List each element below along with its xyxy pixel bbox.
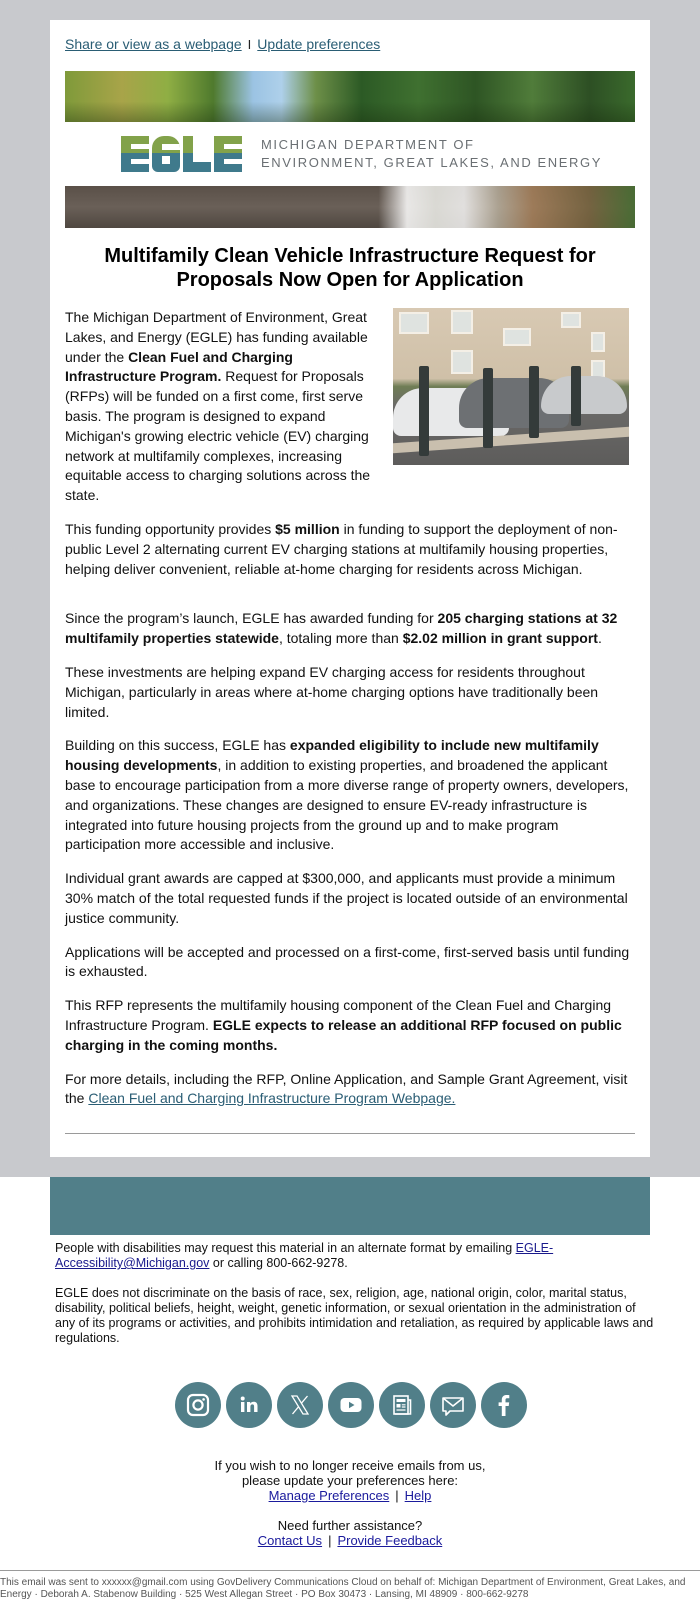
header-links [65, 34, 635, 64]
newsletter-button[interactable] [379, 1382, 425, 1428]
intro-text-2: Request for Proposals (RFPs) will be funded on a first come, first serve basis. The program is designed to expand Michigan's growing electric vehicle (EV) charging network at multifamily complexes, increasing equitable access to charging solutions across the state. [65, 368, 371, 504]
assistance-links [0, 1533, 700, 1548]
eligibility-bold: expanded eligibility to include new multifamily housing developments [65, 737, 599, 774]
egle-logo [65, 122, 635, 186]
email-button[interactable] [430, 1382, 476, 1428]
text: This funding opportunity provides [65, 520, 276, 537]
intro-section [65, 308, 635, 506]
text: . [597, 630, 602, 647]
text: , in addition to existing properties, and broadened the applicant base to encourage participation from a more diverse range of property owners, developers, and organizations. These changes are designed to ensure EV-ready infrastructure is integrated into future housing projects from the ground up and to make program participation more accessible and inclusive. [65, 757, 629, 853]
article-title: Multifamily Clean Vehicle Infrastructure Request for Proposals Now Open for Application [104, 245, 596, 291]
grant-cap-paragraph: Individual grant awards are capped at $300,000, and applicants must provide a minimum 30% match of the total requested funds if the project is located outside of an environmental justice community. [65, 870, 628, 926]
logo-line-1: MICHIGAN DEPARTMENT OF [261, 137, 475, 152]
instagram-button[interactable] [175, 1382, 221, 1428]
text: This RFP represents the multifamily housing component of the Clean Fuel and Charging Infrastructure Program. [65, 997, 612, 1033]
link-separator: I [247, 37, 252, 52]
rfp-paragraph [65, 996, 635, 1055]
newspaper-icon [389, 1392, 415, 1418]
text: in funding to support the deployment of non-public Level 2 alternating current EV charging stations at multifamily housing properties, helping deliver convenient, reliable at-home charging for residents across Michigan. [65, 520, 618, 577]
awards-paragraph [65, 609, 635, 649]
logo-letter-e [121, 136, 149, 172]
envelope-icon [440, 1392, 466, 1418]
text: or calling 800-662-9278. [209, 1256, 348, 1270]
text: Building on this success, EGLE has [65, 737, 290, 754]
logo-letter-e2 [214, 136, 242, 172]
intro-text-1: The Michigan Department of Environment, Great Lakes, and Energy (EGLE) has funding available under the [65, 309, 368, 365]
facebook-button[interactable] [481, 1382, 527, 1428]
manage-preferences-link[interactable]: Manage Preferences [268, 1488, 390, 1503]
grant-total: $2.02 million in grant support [402, 630, 598, 647]
unsubscribe-line-2: please update your preferences here: [241, 1473, 459, 1488]
funding-amount: $5 million [275, 520, 340, 537]
update-preferences-link[interactable]: Update preferences [257, 36, 381, 52]
sent-to-notice: This email was sent to xxxxxx@gmail.com using GovDelivery Communications Cloud on behalf of: Michigan Department of Environment, Great Lakes, and Energy · Deborah A. Stabenow Building · 525 West Allegan Street · PO Box 30473 · Lansing, MI 48909 · 800-662-9278 [0, 1577, 686, 1600]
logo-letter-l [183, 136, 211, 172]
egle-logo-mark [121, 136, 245, 172]
text: Since the program’s launch, EGLE has awarded funding for [65, 610, 438, 627]
applications-paragraph: Applications will be accepted and processed on a first-come, first-served basis until funding is exhausted. [65, 943, 630, 980]
text: For more details, including the RFP, Online Application, and Sample Grant Agreement, visit the [65, 1070, 628, 1107]
waterfall-banner-image [65, 186, 635, 228]
intro-paragraph [65, 308, 381, 506]
assistance-text: Need further assistance? [277, 1518, 423, 1533]
link-separator: | [395, 1488, 399, 1503]
youtube-button[interactable] [328, 1382, 374, 1428]
contact-us-link[interactable]: Contact Us [257, 1533, 323, 1548]
unsubscribe-section [0, 1458, 700, 1548]
email-card [50, 20, 650, 1157]
more-details-paragraph [65, 1070, 635, 1110]
help-link[interactable]: Help [404, 1488, 432, 1503]
unsubscribe-line-1: If you wish to no longer receive emails from us, [214, 1458, 486, 1473]
eligibility-paragraph [65, 736, 635, 855]
investments-paragraph: These investments are helping expand EV charging access for residents throughout Michigan, particularly in areas where at-home charging options have traditionally been limited. [65, 663, 599, 720]
upcoming-rfp-bold: EGLE expects to release an additional RFP focused on public charging in the coming months. [65, 1016, 622, 1053]
social-links [0, 1382, 700, 1428]
stations-count: 205 charging stations at 32 multifamily properties statewide [65, 610, 618, 647]
youtube-icon [338, 1392, 364, 1418]
forest-banner-image [65, 71, 635, 122]
x-twitter-button[interactable] [277, 1382, 323, 1428]
provide-feedback-link[interactable]: Provide Feedback [337, 1533, 443, 1548]
share-webpage-link[interactable]: Share or view as a webpage [65, 36, 242, 52]
accessibility-notice [55, 1241, 655, 1271]
nondiscrimination-notice: EGLE does not discriminate on the basis of race, sex, religion, age, national origin, color, marital status, disability, political beliefs, height, weight, genetic information, or sexual orientation in the administration of any of its programs or activities, and prohibits intimidation and retaliation, as required by applicable laws and regulations. [55, 1286, 654, 1345]
linkedin-icon [236, 1392, 262, 1418]
program-name-bold: Clean Fuel and Charging Infrastructure Program. [65, 348, 293, 385]
logo-letter-g [152, 136, 180, 172]
footer-notices [55, 1235, 655, 1346]
program-webpage-link[interactable]: Clean Fuel and Charging Infrastructure Program Webpage. [88, 1090, 456, 1107]
funding-paragraph [65, 520, 635, 579]
egle-logo-text [261, 136, 602, 172]
linkedin-button[interactable] [226, 1382, 272, 1428]
preference-links [0, 1488, 700, 1503]
divider [65, 1133, 635, 1134]
link-separator: | [328, 1533, 332, 1548]
footer-banner [50, 1177, 650, 1235]
accessibility-email-link[interactable]: EGLE-Accessibility@Michigan.gov [55, 1241, 554, 1270]
logo-line-2: ENVIRONMENT, GREAT LAKES, AND ENERGY [261, 155, 603, 170]
instagram-icon [185, 1392, 211, 1418]
text: , totaling more than [278, 630, 403, 647]
text: People with disabilities may request this material in an alternate format by emailing [55, 1241, 516, 1255]
facebook-icon [491, 1392, 517, 1418]
ev-charging-photo [393, 308, 629, 465]
x-twitter-icon [287, 1392, 313, 1418]
